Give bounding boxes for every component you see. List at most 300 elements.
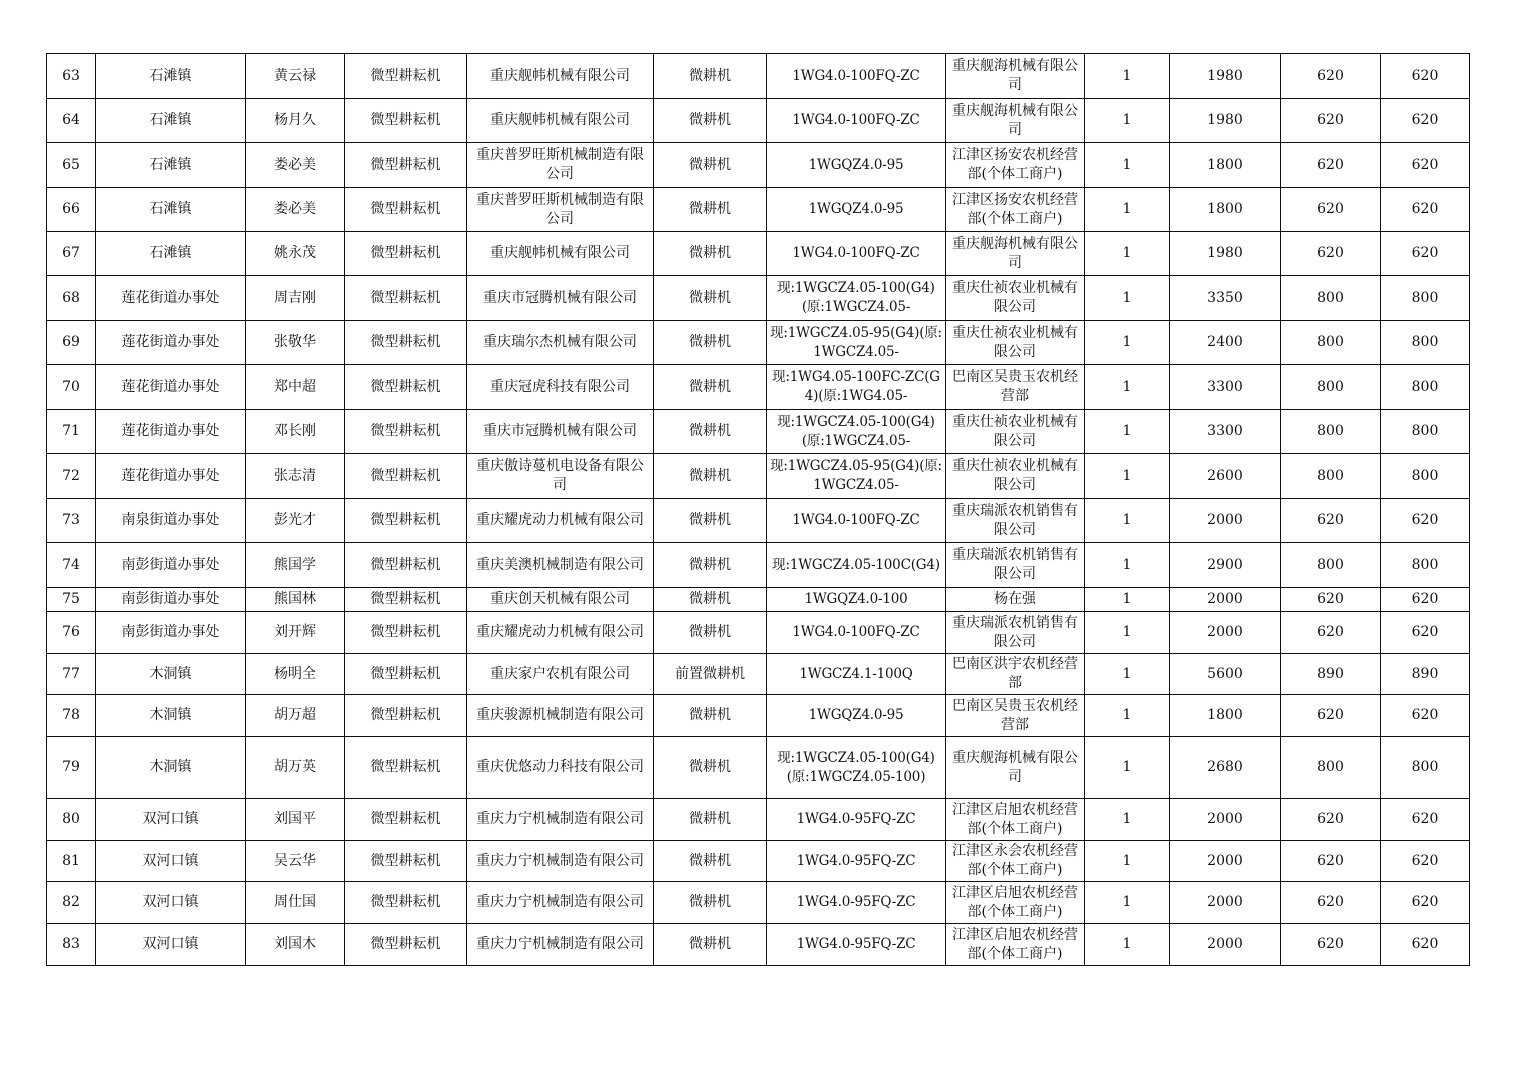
cell-qty (1085, 410, 1170, 454)
cell-dealer-text: 江津区扬安农机经营部(个体工商户) (952, 191, 1078, 227)
cell-category (345, 799, 467, 841)
cell-town (96, 543, 246, 588)
cell-subsidy-a-text: 800 (1317, 759, 1344, 775)
cell-product-text: 微耕机 (689, 467, 731, 484)
cell-subsidy-a (1281, 654, 1381, 695)
cell-model-text: 1WG4.0-95FQ-ZC (796, 811, 916, 827)
cell-category (345, 882, 467, 924)
cell-maker (467, 654, 654, 695)
cell-maker-text: 重庆创天机械有限公司 (490, 591, 630, 607)
cell-subsidy-a-text: 620 (1317, 852, 1344, 869)
cell-price-text: 2000 (1207, 894, 1243, 910)
cell-no-text: 69 (62, 334, 80, 350)
cell-subsidy-a-text: 620 (1317, 894, 1344, 910)
cell-no-text: 72 (62, 467, 80, 484)
cell-product (654, 588, 767, 612)
cell-subsidy-a-text: 620 (1317, 936, 1344, 952)
cell-price (1170, 543, 1281, 588)
cell-town (96, 54, 246, 99)
cell-town (96, 232, 246, 276)
cell-town-text: 木洞镇 (149, 759, 192, 775)
cell-product-text: 微耕机 (689, 556, 731, 573)
cell-maker-text: 重庆舰帏机械有限公司 (490, 112, 630, 128)
cell-model (767, 188, 946, 232)
cell-qty-text: 1 (1122, 894, 1132, 910)
cell-no-text: 80 (62, 811, 80, 827)
cell-product (654, 654, 767, 695)
cell-qty (1085, 143, 1170, 188)
cell-model (767, 799, 946, 841)
cell-subsidy-b (1381, 924, 1470, 966)
cell-name (246, 54, 345, 99)
cell-category (345, 232, 467, 276)
cell-model-text: 1WGQZ4.0-95 (808, 707, 904, 723)
cell-category (345, 654, 467, 695)
cell-price-text: 2680 (1207, 759, 1243, 775)
cell-subsidy-b-text: 620 (1411, 512, 1439, 528)
cell-subsidy-a-text: 800 (1317, 467, 1344, 484)
cell-subsidy-b-text: 800 (1411, 467, 1439, 484)
cell-qty-text: 1 (1122, 707, 1132, 723)
cell-price (1170, 612, 1281, 654)
cell-no-text: 66 (62, 201, 80, 217)
cell-no (47, 612, 96, 654)
cell-price-text: 5600 (1207, 665, 1243, 682)
table-row (47, 588, 1470, 612)
cell-price-text: 2000 (1207, 624, 1243, 640)
cell-category (345, 188, 467, 232)
cell-no (47, 188, 96, 232)
cell-category-text: 微型耕耘机 (370, 894, 441, 910)
cell-name-text: 娄必美 (274, 156, 316, 173)
cell-dealer-text: 重庆瑞派农机销售有限公司 (952, 547, 1078, 582)
cell-maker (467, 232, 654, 276)
cell-maker-text: 重庆傲诗蔓机电设备有限公司 (476, 458, 644, 493)
cell-maker (467, 54, 654, 99)
cell-model-text: 1WG4.0-100FQ-ZC (792, 512, 920, 528)
cell-model-text: 现:1WGCZ4.05-95(G4)(原:1WGCZ4.05- (770, 324, 942, 360)
cell-maker-text: 重庆力宁机械制造有限公司 (476, 852, 644, 869)
cell-product-text: 微耕机 (689, 334, 731, 350)
cell-price-text: 2000 (1207, 852, 1243, 869)
cell-product-text: 微耕机 (689, 707, 731, 723)
cell-price (1170, 99, 1281, 143)
cell-maker-text: 重庆力宁机械制造有限公司 (476, 894, 644, 910)
cell-dealer (946, 654, 1085, 695)
cell-qty-text: 1 (1122, 112, 1132, 128)
cell-no (47, 654, 96, 695)
cell-dealer (946, 695, 1085, 737)
cell-name (246, 99, 345, 143)
cell-product (654, 321, 767, 365)
cell-subsidy-a (1281, 924, 1381, 966)
cell-dealer-text: 江津区启旭农机经营部(个体工商户) (952, 801, 1078, 837)
cell-model-text: 1WG4.0-100FQ-ZC (792, 624, 920, 640)
cell-category (345, 143, 467, 188)
cell-name (246, 321, 345, 365)
cell-name (246, 654, 345, 695)
cell-model (767, 882, 946, 924)
cell-qty-text: 1 (1122, 334, 1132, 350)
cell-subsidy-a-text: 620 (1317, 512, 1344, 528)
cell-qty (1085, 695, 1170, 737)
cell-category (345, 276, 467, 321)
cell-maker-text: 重庆力宁机械制造有限公司 (476, 936, 644, 952)
cell-dealer (946, 882, 1085, 924)
cell-subsidy-a-text: 800 (1317, 556, 1344, 573)
cell-no (47, 321, 96, 365)
cell-dealer-text: 重庆仕祯农业机械有限公司 (952, 458, 1078, 493)
table-body (47, 54, 1470, 966)
cell-name (246, 799, 345, 841)
cell-subsidy-a (1281, 737, 1381, 799)
cell-subsidy-b (1381, 737, 1470, 799)
cell-model (767, 924, 946, 966)
cell-dealer-text: 重庆瑞派农机销售有限公司 (952, 502, 1078, 538)
cell-price-text: 2000 (1207, 811, 1243, 827)
cell-model-text: 现:1WGCZ4.05-100(G4)(原:1WGCZ4.05- (777, 280, 935, 315)
cell-qty (1085, 841, 1170, 882)
table-row (47, 654, 1470, 695)
cell-subsidy-a (1281, 695, 1381, 737)
cell-category (345, 321, 467, 365)
cell-subsidy-b-text: 620 (1411, 707, 1439, 723)
cell-product (654, 276, 767, 321)
cell-subsidy-a-text: 800 (1317, 423, 1344, 439)
cell-town-text: 南彭街道办事处 (121, 591, 220, 607)
cell-subsidy-a (1281, 54, 1381, 99)
cell-model (767, 543, 946, 588)
cell-model (767, 737, 946, 799)
cell-dealer-text: 江津区启旭农机经营部(个体工商户) (952, 884, 1078, 920)
cell-product-text: 微耕机 (689, 852, 731, 869)
cell-maker-text: 重庆普罗旺斯机械制造有限公司 (476, 191, 644, 227)
cell-model-text: 1WGCZ4.1-100Q (799, 665, 913, 682)
cell-maker (467, 276, 654, 321)
cell-no (47, 882, 96, 924)
cell-product (654, 882, 767, 924)
cell-model (767, 365, 946, 410)
cell-qty-text: 1 (1122, 665, 1132, 682)
cell-product-text: 微耕机 (689, 936, 731, 952)
cell-subsidy-a-text: 620 (1317, 591, 1344, 607)
cell-town-text: 双河口镇 (142, 811, 199, 827)
cell-no (47, 543, 96, 588)
cell-dealer (946, 188, 1085, 232)
cell-no-text: 73 (62, 512, 80, 528)
cell-model (767, 695, 946, 737)
cell-product-text: 微耕机 (689, 894, 731, 910)
table-row (47, 799, 1470, 841)
cell-product (654, 188, 767, 232)
cell-name-text: 吴云华 (274, 852, 316, 869)
cell-maker (467, 99, 654, 143)
cell-subsidy-b-text: 620 (1411, 852, 1439, 869)
cell-product (654, 99, 767, 143)
cell-category (345, 841, 467, 882)
cell-subsidy-b (1381, 99, 1470, 143)
cell-model (767, 588, 946, 612)
cell-product (654, 841, 767, 882)
cell-no-text: 71 (62, 423, 80, 439)
cell-maker-text: 重庆优悠动力科技有限公司 (476, 759, 644, 775)
cell-dealer-text: 重庆舰海机械有限公司 (952, 58, 1078, 93)
cell-maker (467, 454, 654, 499)
cell-dealer (946, 54, 1085, 99)
cell-price (1170, 54, 1281, 99)
cell-no (47, 143, 96, 188)
cell-qty (1085, 543, 1170, 588)
cell-category-text: 微型耕耘机 (370, 112, 441, 128)
cell-town-text: 木洞镇 (149, 707, 192, 723)
cell-town (96, 695, 246, 737)
cell-no-text: 82 (62, 894, 80, 910)
cell-subsidy-b-text: 620 (1411, 591, 1439, 607)
cell-subsidy-a (1281, 612, 1381, 654)
cell-no (47, 410, 96, 454)
cell-subsidy-a-text: 620 (1317, 245, 1344, 261)
cell-price-text: 1800 (1207, 707, 1243, 723)
cell-no (47, 54, 96, 99)
cell-subsidy-b (1381, 365, 1470, 410)
cell-category-text: 微型耕耘机 (370, 378, 441, 395)
cell-product-text: 微耕机 (689, 423, 731, 439)
cell-subsidy-b (1381, 882, 1470, 924)
cell-name (246, 410, 345, 454)
cell-town (96, 612, 246, 654)
cell-subsidy-b (1381, 612, 1470, 654)
cell-product (654, 410, 767, 454)
cell-qty-text: 1 (1122, 624, 1132, 640)
cell-maker-text: 重庆骏源机械制造有限公司 (476, 707, 644, 723)
cell-price-text: 1980 (1207, 112, 1243, 128)
cell-price-text: 3300 (1207, 378, 1243, 395)
cell-subsidy-b-text: 800 (1411, 759, 1439, 775)
cell-price (1170, 924, 1281, 966)
cell-category-text: 微型耕耘机 (370, 624, 441, 640)
cell-qty (1085, 321, 1170, 365)
cell-subsidy-b-text: 620 (1411, 112, 1439, 128)
cell-maker-text: 重庆市冠腾机械有限公司 (483, 423, 637, 439)
cell-maker (467, 499, 654, 543)
cell-qty (1085, 232, 1170, 276)
cell-model (767, 410, 946, 454)
cell-dealer-text: 杨在强 (994, 591, 1036, 607)
cell-model-text: 1WG4.0-95FQ-ZC (796, 852, 916, 869)
cell-model (767, 54, 946, 99)
cell-no-text: 63 (62, 67, 80, 84)
cell-maker (467, 410, 654, 454)
cell-subsidy-a (1281, 365, 1381, 410)
cell-category-text: 微型耕耘机 (370, 245, 441, 261)
cell-no-text: 70 (62, 378, 80, 395)
cell-subsidy-a (1281, 799, 1381, 841)
cell-dealer-text: 江津区扬安农机经营部(个体工商户) (952, 147, 1078, 182)
cell-name-text: 郑中超 (274, 378, 316, 395)
cell-subsidy-b (1381, 188, 1470, 232)
cell-price (1170, 454, 1281, 499)
cell-product-text: 前置微耕机 (675, 665, 745, 682)
cell-dealer (946, 737, 1085, 799)
cell-town-text: 双河口镇 (142, 894, 199, 910)
cell-product (654, 543, 767, 588)
cell-no-text: 76 (62, 624, 80, 640)
cell-category-text: 微型耕耘机 (370, 67, 441, 84)
cell-product (654, 695, 767, 737)
cell-maker-text: 重庆耀虎动力机械有限公司 (476, 512, 644, 528)
cell-subsidy-a-text: 890 (1317, 665, 1344, 682)
cell-price (1170, 143, 1281, 188)
cell-price-text: 1800 (1207, 156, 1243, 173)
cell-dealer (946, 454, 1085, 499)
cell-category (345, 695, 467, 737)
cell-subsidy-b-text: 800 (1411, 378, 1439, 395)
cell-subsidy-b (1381, 232, 1470, 276)
table-row (47, 54, 1470, 99)
cell-maker-text: 重庆市冠腾机械有限公司 (483, 289, 637, 306)
cell-qty (1085, 924, 1170, 966)
cell-model-text: 1WGQZ4.0-95 (808, 201, 904, 217)
cell-price (1170, 695, 1281, 737)
cell-maker (467, 737, 654, 799)
cell-no-text: 77 (62, 665, 80, 682)
cell-qty-text: 1 (1122, 556, 1132, 573)
cell-subsidy-a (1281, 588, 1381, 612)
cell-dealer (946, 365, 1085, 410)
cell-no (47, 841, 96, 882)
cell-product (654, 365, 767, 410)
cell-name-text: 娄必美 (274, 201, 316, 217)
cell-maker-text: 重庆家户农机有限公司 (490, 665, 630, 682)
cell-subsidy-a (1281, 99, 1381, 143)
cell-no-text: 68 (62, 289, 80, 306)
cell-dealer-text: 重庆仕祯农业机械有限公司 (952, 280, 1078, 315)
cell-name-text: 姚永茂 (274, 245, 316, 261)
table-row (47, 365, 1470, 410)
cell-qty-text: 1 (1122, 378, 1132, 395)
cell-subsidy-a-text: 620 (1317, 811, 1344, 827)
cell-maker (467, 841, 654, 882)
cell-subsidy-a (1281, 499, 1381, 543)
cell-town (96, 588, 246, 612)
cell-category (345, 54, 467, 99)
cell-name (246, 841, 345, 882)
cell-qty-text: 1 (1122, 245, 1132, 261)
cell-name (246, 276, 345, 321)
cell-dealer-text: 重庆仕祯农业机械有限公司 (952, 324, 1078, 360)
cell-product-text: 微耕机 (689, 759, 731, 775)
cell-town-text: 石滩镇 (149, 67, 192, 84)
cell-product-text: 微耕机 (689, 378, 731, 395)
cell-subsidy-b-text: 800 (1411, 289, 1439, 306)
cell-dealer-text: 江津区永会农机经营部(个体工商户) (952, 843, 1078, 878)
cell-maker (467, 588, 654, 612)
cell-dealer-text: 巴南区吴贵玉农机经营部 (952, 697, 1078, 733)
cell-no-text: 64 (62, 112, 80, 128)
cell-model-text: 1WG4.0-100FQ-ZC (792, 245, 920, 261)
cell-model-text: 1WGQZ4.0-100 (804, 591, 908, 607)
cell-no-text: 78 (62, 707, 80, 723)
cell-subsidy-a-text: 620 (1317, 67, 1344, 84)
cell-model (767, 143, 946, 188)
cell-product-text: 微耕机 (689, 591, 731, 607)
table-row (47, 188, 1470, 232)
table-row (47, 321, 1470, 365)
cell-name (246, 695, 345, 737)
cell-price (1170, 737, 1281, 799)
cell-qty-text: 1 (1122, 201, 1132, 217)
cell-qty (1085, 54, 1170, 99)
cell-dealer (946, 924, 1085, 966)
cell-category-text: 微型耕耘机 (370, 759, 441, 775)
cell-model-text: 1WG4.0-100FQ-ZC (792, 112, 920, 128)
cell-subsidy-a-text: 620 (1317, 156, 1344, 173)
cell-town (96, 410, 246, 454)
cell-category-text: 微型耕耘机 (370, 334, 441, 350)
cell-maker (467, 612, 654, 654)
cell-subsidy-a (1281, 410, 1381, 454)
cell-no (47, 232, 96, 276)
cell-price (1170, 276, 1281, 321)
cell-subsidy-b-text: 800 (1411, 423, 1439, 439)
cell-maker (467, 365, 654, 410)
table-row (47, 924, 1470, 966)
cell-town (96, 143, 246, 188)
cell-price-text: 1800 (1207, 201, 1243, 217)
cell-name-text: 杨明全 (274, 665, 316, 682)
cell-subsidy-a (1281, 882, 1381, 924)
cell-name (246, 232, 345, 276)
cell-category-text: 微型耕耘机 (370, 707, 441, 723)
cell-subsidy-a-text: 620 (1317, 707, 1344, 723)
cell-qty (1085, 882, 1170, 924)
cell-name-text: 彭光才 (274, 512, 316, 528)
cell-model (767, 654, 946, 695)
cell-product-text: 微耕机 (689, 811, 731, 827)
cell-town-text: 莲花街道办事处 (121, 467, 220, 484)
cell-qty (1085, 799, 1170, 841)
cell-dealer (946, 841, 1085, 882)
cell-no (47, 924, 96, 966)
cell-category-text: 微型耕耘机 (370, 665, 441, 682)
cell-town-text: 石滩镇 (149, 112, 192, 128)
cell-name-text: 熊国学 (274, 556, 316, 573)
cell-dealer (946, 143, 1085, 188)
cell-subsidy-b-text: 620 (1411, 811, 1439, 827)
cell-price-text: 1980 (1207, 245, 1243, 261)
cell-subsidy-b (1381, 54, 1470, 99)
cell-town-text: 莲花街道办事处 (121, 334, 220, 350)
cell-town-text: 木洞镇 (149, 665, 192, 682)
cell-dealer (946, 410, 1085, 454)
cell-price (1170, 654, 1281, 695)
cell-category-text: 微型耕耘机 (370, 156, 441, 173)
cell-qty-text: 1 (1122, 936, 1132, 952)
cell-category-text: 微型耕耘机 (370, 556, 441, 573)
cell-dealer (946, 499, 1085, 543)
cell-maker-text: 重庆美澳机械制造有限公司 (476, 556, 644, 573)
cell-subsidy-b (1381, 543, 1470, 588)
cell-product-text: 微耕机 (689, 624, 731, 640)
cell-subsidy-b-text: 800 (1411, 556, 1439, 573)
cell-maker (467, 924, 654, 966)
table-row (47, 882, 1470, 924)
cell-subsidy-b (1381, 454, 1470, 499)
cell-subsidy-a-text: 800 (1317, 289, 1344, 306)
cell-dealer (946, 99, 1085, 143)
cell-name (246, 543, 345, 588)
cell-price (1170, 410, 1281, 454)
